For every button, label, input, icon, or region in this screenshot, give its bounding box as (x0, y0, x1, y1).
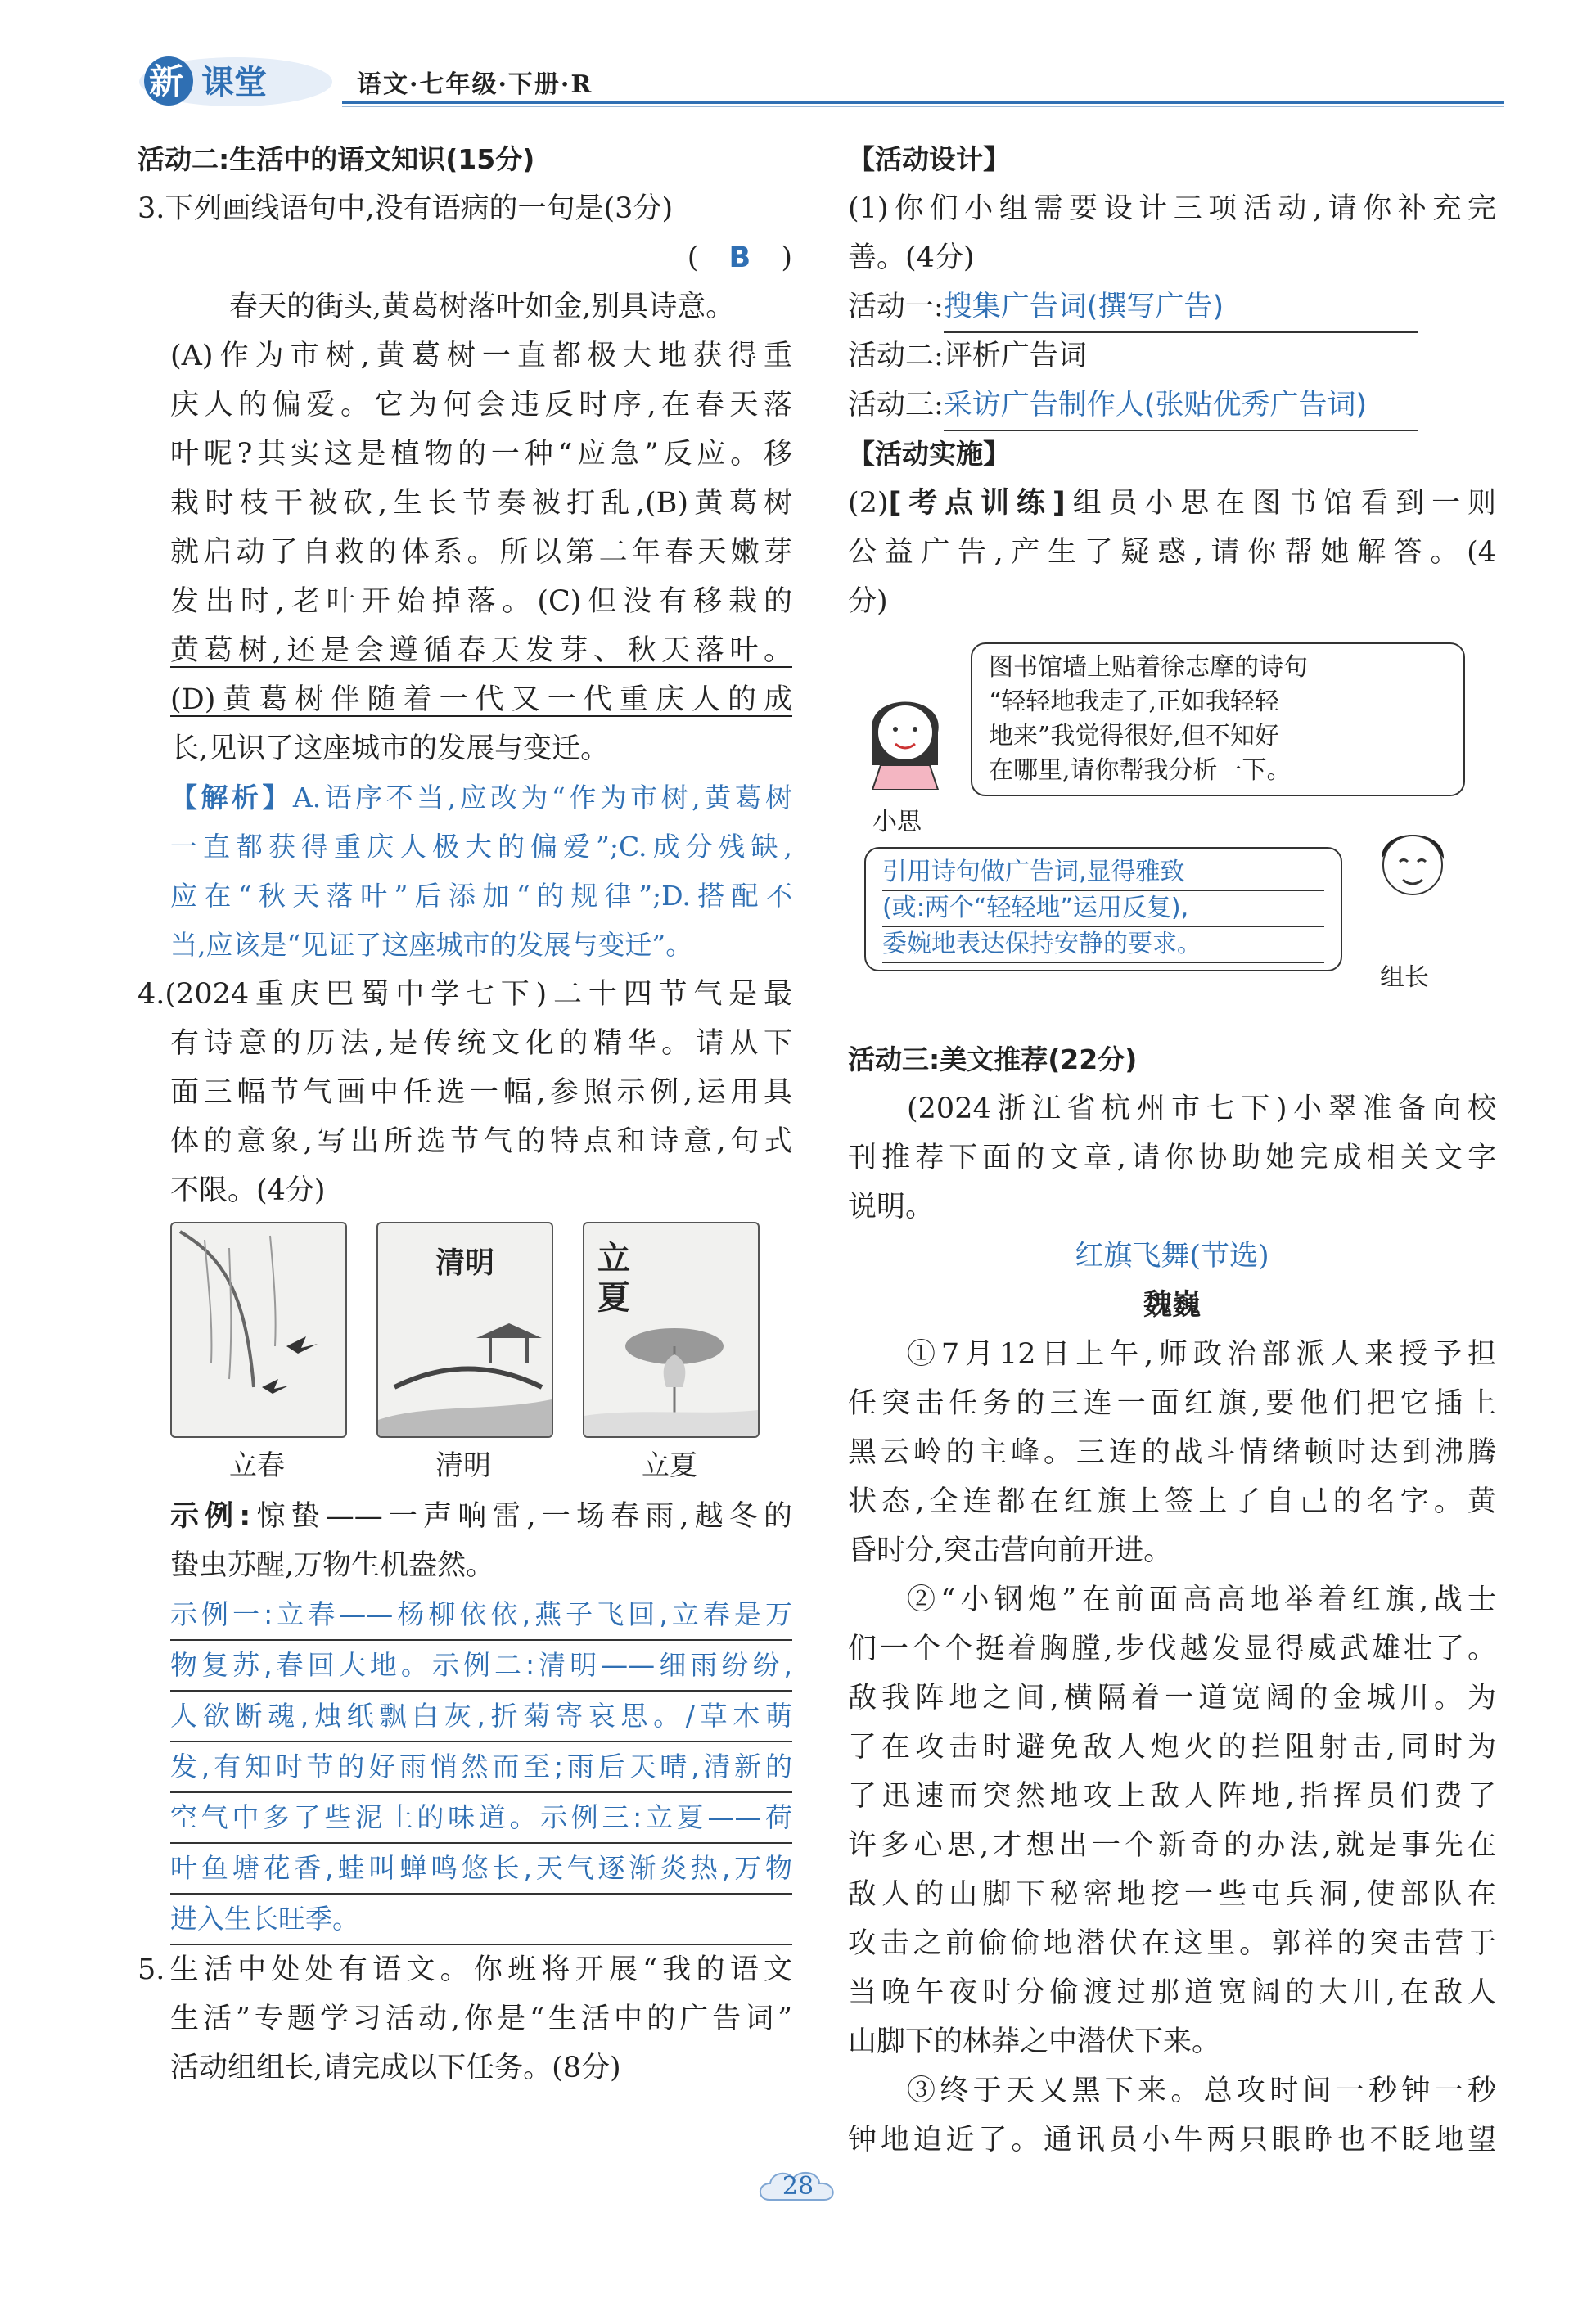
header-divider-thin (342, 106, 1504, 107)
willow-swallow-icon (172, 1223, 345, 1436)
passage-line: 黄葛树,还是会遵循春天发芽、秋天落叶。 (170, 634, 792, 667)
analysis-line: 【解析】A.语序不当,应改为“作为市树,黄葛树 (170, 782, 793, 813)
article-paragraph-2: ②“小钢炮”在前面高高地举着红旗,战士 们一个个挺着胸膛,步伐越发显得威武雄壮了。 敌我阵地之间,横隔着一道宽阔的金城川。为 了在攻击时避免敌人炮火的拦阻射击,同时为 了迅速而突然地攻上敌人阵地,指挥员们费了 许多心思,才想出一个新奇的办法,就是事先在 敌人的山脚下秘密地挖一些屯兵洞,使部队在 攻击之前偷偷地潜伏在这里。郭祥的突击营于 当晚午夜时分偷渡过那道宽阔的大川,在敌人 山脚下的林莽之中潜伏下来。 (848, 1584, 1496, 2058)
q3-passage (138, 282, 792, 773)
page-header (138, 49, 1504, 111)
logo-text-rest: 课堂 (201, 64, 267, 101)
answer-line: 物复苏,春回大地。示例二:清明——细雨纷纷, (170, 1641, 792, 1692)
right-column (848, 135, 1496, 2165)
left-column (138, 135, 792, 2093)
page-number: 28 (782, 2172, 814, 2201)
activity-1: 活动一:搜集广告词(撰写广告) (848, 282, 1496, 331)
q4-answer (138, 1590, 792, 1945)
section3-intro-line: 刊推荐下面的文章,请你协助她完成相关文字 (848, 1142, 1496, 1174)
page-number-badge (757, 2169, 839, 2206)
xiaosi-speech-bubble: 图书馆墙上贴着徐志摩的诗句 “轻轻地我走了,正如我轻轻 地来”我觉得很好,但不知好 在哪里,请你帮我分析一下。 (971, 642, 1465, 796)
painting-lichun (170, 1222, 347, 1438)
activity-2: 活动二:评析广告词 (848, 340, 1087, 372)
dialog-illustration (848, 626, 1496, 1035)
design-q-line: 善。(4分) (848, 241, 975, 274)
q2-line: 公益广告,产生了疑惑,请你帮她解答。(4 (848, 536, 1496, 569)
pavilion-bridge-icon (378, 1223, 552, 1436)
q4-stem-line: 不限。(4分) (170, 1174, 326, 1207)
solar-term-paintings (138, 1222, 792, 1492)
passage-line: 发出时,老叶开始掉落。(C)但没有移栽的 (170, 585, 792, 618)
passage-line: 栽时枝干被砍,生长节奏被打乱,(B)黄葛树 (170, 487, 792, 520)
lotus-icon (584, 1223, 758, 1436)
article-author: 魏巍 (1143, 1288, 1201, 1322)
header-divider (342, 101, 1504, 104)
leader-name: 组长 (1380, 963, 1429, 992)
q5-stem-line: 活动组组长,请完成以下任务。(8分) (170, 2052, 621, 2084)
boy-avatar-icon (1364, 814, 1462, 912)
q3-stem: 3.下列画线语句中,没有语病的一句是(3分) (138, 192, 674, 225)
q4-stem (138, 970, 792, 1215)
q2-tag: [考点训练] (888, 487, 1066, 520)
answer-line: 进入生长旺季。 (170, 1895, 792, 1945)
answer-line: 叶鱼塘花香,蛙叫蝉鸣悠长,天气逐渐炎热,万物 (170, 1844, 792, 1895)
implement-title: 【活动实施】 (848, 438, 1010, 470)
painting-lixia-title-2: 夏 (597, 1278, 630, 1317)
q5-stem-line: 5.生活中处处有语文。你班将开展“我的语文 (138, 1953, 792, 1986)
passage-line: 长,见识了这座城市的发展与变迁。 (170, 732, 610, 765)
q3-answer-bracket: ( B ) (687, 241, 792, 274)
painting-lixia-title-1: 立 (597, 1239, 630, 1277)
article-title: 红旗飞舞(节选) (1075, 1240, 1269, 1273)
painting-lixia (583, 1222, 760, 1438)
q4-stem-line: 体的意象,写出所选节气的特点和诗意,句式 (170, 1125, 792, 1158)
painting-qingming-title: 清明 (435, 1246, 495, 1280)
q5-stem (138, 1945, 792, 2093)
article-paragraph-1: ①7月12日上午,师政治部派人来授予担 任突击任务的三连一面红旗,要他们把它插上 黑云岭的主峰。三连的战斗情绪顿时达到沸腾 状态,全连都在红旗上签上了自己的名字。黄 昏时分,突击营向前开进。 (848, 1338, 1496, 1567)
article-paragraph-3: ③终于天又黑下来。总攻时间一秒钟一秒 钟地迫近了。通讯员小牛两只眼睁也不眨地望 (848, 2075, 1496, 2156)
q4-stem-line: 面三幅节气画中任选一幅,参照示例,运用具 (170, 1076, 792, 1109)
example-label: 示例: (170, 1500, 251, 1533)
passage-line: 庆人的偏爱。它为何会违反时序,在春天落 (170, 389, 792, 421)
design-title: 【活动设计】 (848, 143, 1010, 175)
xiaosi-name: 小思 (872, 808, 922, 836)
q2-line: 分) (848, 585, 888, 618)
passage-line: 就启动了自救的体系。所以第二年春天嫩芽 (170, 536, 792, 569)
section3-title: 活动三:美文推荐(22分) (848, 1043, 1138, 1075)
painting-qingming (376, 1222, 553, 1438)
answer-line: 人欲断魂,烛纸飘白灰,折菊寄哀思。/草木萌 (170, 1692, 792, 1742)
analysis-line: 一直都获得重庆人极大的偏爱”;C.成分残缺, (170, 831, 792, 863)
example-line: 示例:惊蛰——一声响雷,一场春雨,越冬的 (170, 1500, 792, 1533)
passage-line: (D)黄葛树伴随着一代又一代重庆人的成 (170, 683, 792, 716)
q2-line: (2)[考点训练]组员小思在图书馆看到一则 (848, 487, 1496, 520)
book-title: 语文·七年级·下册·R (357, 70, 593, 99)
activity-1-answer: 搜集广告词(撰写广告) (944, 282, 1418, 333)
activity-3: 活动三:采访广告制作人(张贴优秀广告词) (848, 381, 1496, 430)
painting-label: 清明 (435, 1449, 491, 1482)
answer-line: 示例一:立春——杨柳依依,燕子飞回,立春是万 (170, 1590, 792, 1641)
logo (138, 52, 334, 110)
q3-answer: B (728, 241, 751, 274)
answer-line: 空气中多了些泥土的味道。示例三:立夏——荷 (170, 1793, 792, 1844)
q4-example (138, 1492, 792, 1590)
passage-line: 春天的街头,黄葛树落叶如金,别具诗意。 (229, 291, 735, 323)
q5-stem-line: 生活”专题学习活动,你是“生活中的广告词” (170, 2003, 792, 2035)
q3-analysis (138, 773, 792, 970)
painting-label: 立夏 (642, 1449, 697, 1482)
section3-intro-line: 说明。 (848, 1191, 935, 1223)
passage-line: 叶呢?其实这是植物的一种“应急”反应。移 (170, 438, 792, 471)
answer-line: 发,有知时节的好雨悄然而至;雨后天晴,清新的 (170, 1742, 792, 1793)
section2-title: 活动二:生活中的语文知识(15分) (138, 143, 535, 175)
analysis-line: 应在“秋天落叶”后添加“的规律”;D.搭配不 (170, 880, 792, 912)
activity-2-text: 评析广告词 (943, 340, 1087, 372)
passage-line: (A)作为市树,黄葛树一直都极大地获得重 (170, 340, 792, 372)
q4-stem-line: 有诗意的历法,是传统文化的精华。请从下 (170, 1027, 792, 1060)
section3-intro-line: (2024浙江省杭州市七下)小翠准备向校 (907, 1093, 1496, 1125)
design-q-line: (1)你们小组需要设计三项活动,请你补充完 (848, 192, 1496, 225)
painting-label: 立春 (229, 1449, 285, 1482)
leader-speech-bubble: 引用诗句做广告词,显得雅致 (或:两个“轻轻地”运用反复), 委婉地表达保持安静的要求。 (864, 847, 1342, 971)
logo-text: 新 (149, 61, 184, 101)
analysis-line: 当,应该是“见证了这座城市的发展与变迁”。 (170, 929, 693, 961)
analysis-label: 【解析】 (170, 782, 293, 813)
q4-stem-line: 4.(2024重庆巴蜀中学七下)二十四节气是最 (138, 978, 792, 1011)
example-line: 蛰虫苏醒,万物生机盎然。 (170, 1549, 495, 1582)
activity-3-answer: 采访广告制作人(张贴优秀广告词) (944, 381, 1418, 431)
girl-avatar-icon (856, 675, 954, 790)
